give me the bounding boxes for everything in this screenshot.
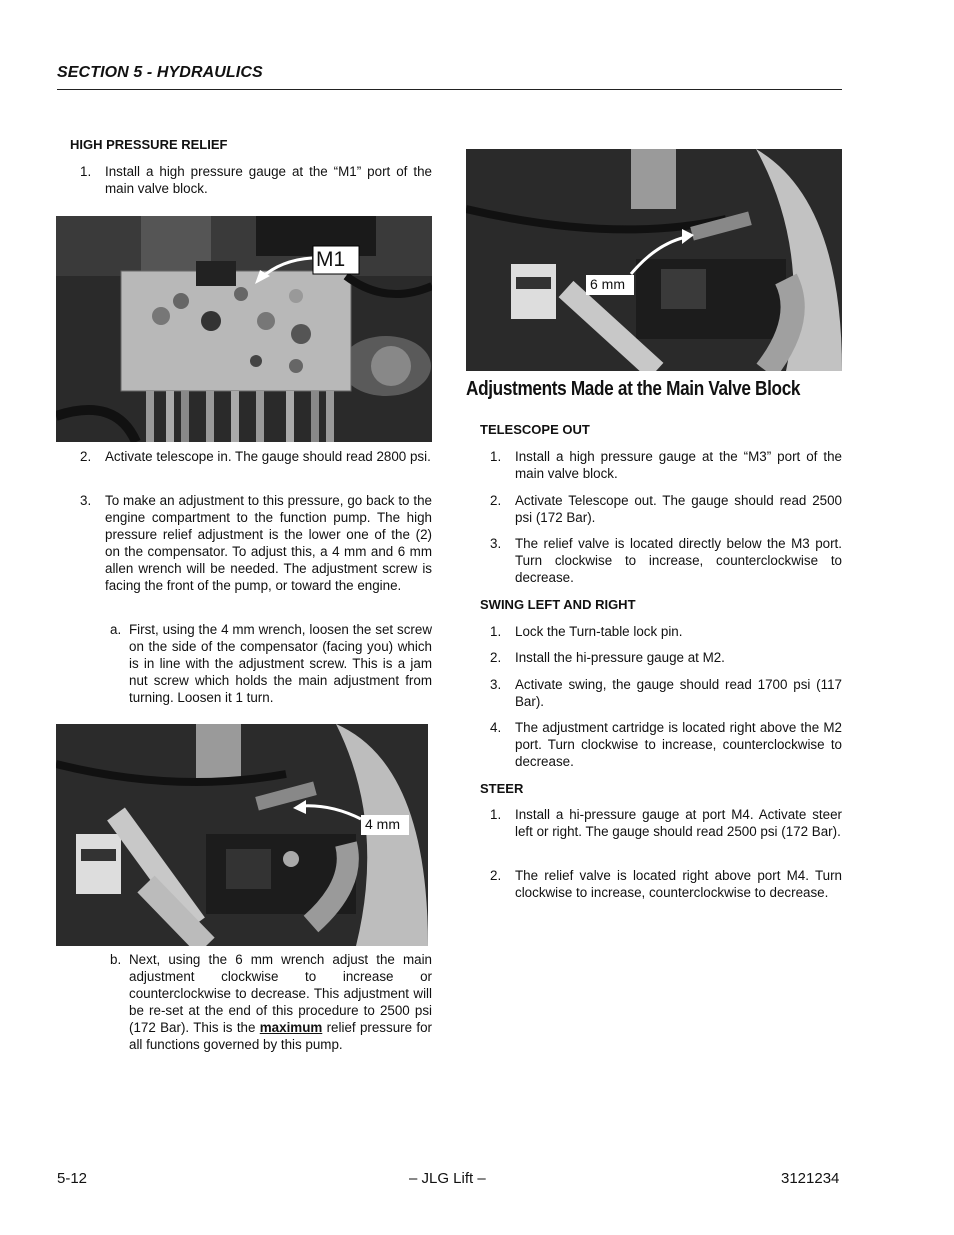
steer-heading: STEER bbox=[480, 781, 524, 796]
substep-letter: a. bbox=[110, 622, 122, 637]
maximum-emphasis: maximum bbox=[259, 1020, 323, 1035]
step-number: 2. bbox=[490, 493, 502, 508]
main-valve-block-photo bbox=[56, 216, 432, 442]
telescope-out-heading: TELESCOPE OUT bbox=[480, 422, 590, 437]
page-number: 5-12 bbox=[57, 1170, 88, 1187]
step-text: Lock the Turn-table lock pin. bbox=[515, 624, 683, 639]
substep-letter: b. bbox=[110, 952, 122, 967]
substep-text: First, using the 4 mm wrench, loosen the set screw on the side of the compensator (facing you) which is in line with the adjustment screw. This is a jam nut screw which holds the main adjustment from turning. Loosen it 1 turn. bbox=[129, 622, 432, 705]
section-heading: Adjustments Made at the Main Valve Block bbox=[466, 378, 801, 400]
document-number: 3121234 bbox=[781, 1170, 840, 1187]
step-number: 3. bbox=[80, 493, 92, 508]
step-text: Install a high pressure gauge at the “M1” port of the main valve block. bbox=[105, 164, 432, 196]
header-divider bbox=[57, 89, 842, 90]
step-number: 2. bbox=[80, 449, 92, 464]
step-number: 1. bbox=[490, 807, 502, 822]
step-number: 1. bbox=[490, 624, 502, 639]
step-text: To make an adjustment to this pressure, go back to the engine compartment to the function pump. The high pressure relief adjustment is the lower one of the (2) on the compensator. To adjust this, a 4 mm and 6 mm allen wrench will be needed. The adjustment screw is facing the front of the pump, or toward the engine. bbox=[105, 493, 432, 593]
compensator-6mm-photo bbox=[466, 149, 842, 371]
step-text: The adjustment cartridge is located right above the M2 port. Turn clockwise to increase, counterclockwise to decrease. bbox=[515, 720, 842, 769]
step-number: 3. bbox=[490, 677, 502, 692]
step-text: Install a hi-pressure gauge at port M4. Activate steer left or right. The gauge should read 2500 psi (172 Bar). bbox=[515, 807, 842, 839]
step-text: Install the hi-pressure gauge at M2. bbox=[515, 650, 725, 665]
step-number: 3. bbox=[490, 536, 502, 551]
substep-text-pre: Next, using the 6 mm wrench adjust the main adjustment clockwise to increase or counterclockwise to decrease. This adjustment will be re-set at the end of this procedure to 2500 psi (172 Bar). This is the bbox=[129, 952, 432, 1035]
footer-center: – JLG Lift – bbox=[409, 1170, 486, 1187]
step-text: The relief valve is located right above port M4. Turn clockwise to increase, counterclockwise to decrease. bbox=[515, 868, 842, 900]
step-text: Activate swing, the gauge should read 1700 psi (117 Bar). bbox=[515, 677, 842, 709]
step-number: 1. bbox=[490, 449, 502, 464]
compensator-4mm-photo bbox=[56, 724, 428, 946]
step-number: 1. bbox=[80, 164, 92, 179]
step-text: Install a high pressure gauge at the “M3” port of the main valve block. bbox=[515, 449, 842, 481]
step-text: Activate Telescope out. The gauge should read 2500 psi (172 Bar). bbox=[515, 493, 842, 525]
substep-text bbox=[129, 951, 432, 1053]
substep-text-post: relief pressure for all functions governed by this pump. bbox=[129, 1020, 432, 1052]
high-pressure-relief-heading: HIGH PRESSURE RELIEF bbox=[70, 137, 228, 152]
6mm-label: 6 mm bbox=[590, 276, 625, 292]
swing-heading: SWING LEFT AND RIGHT bbox=[480, 597, 636, 612]
step-text: Activate telescope in. The gauge should read 2800 psi. bbox=[105, 449, 431, 464]
step-number: 2. bbox=[490, 650, 502, 665]
m1-port-label: M1 bbox=[316, 248, 346, 271]
step-number: 4. bbox=[490, 720, 502, 735]
step-text: The relief valve is located directly below the M3 port. Turn clockwise to increase, counterclockwise to decrease. bbox=[515, 536, 842, 585]
4mm-label: 4 mm bbox=[365, 816, 400, 832]
step-number: 2. bbox=[490, 868, 502, 883]
section-title: SECTION 5 - HYDRAULICS bbox=[57, 64, 263, 81]
